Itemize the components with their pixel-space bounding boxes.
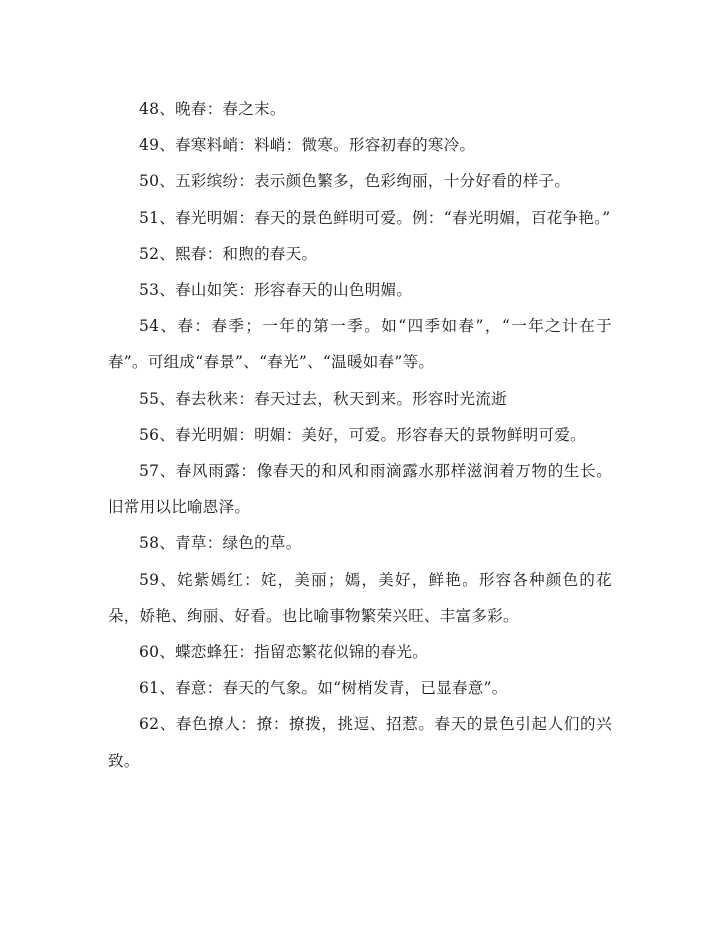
- entry-58: 58、青草：绿色的草。: [139, 534, 302, 553]
- entry-51: 51、春光明媚：春天的景色鲜明可爱。例：“春光明媚，百花争艳。”: [139, 208, 611, 227]
- entry-56: 56、春光明媚：明媚：美好，可爱。形容春天的景物鲜明可爱。: [139, 425, 586, 444]
- document-body: [108, 91, 612, 779]
- entry-49: 49、春寒料峭：料峭：微寒。形容初春的寒冷。: [139, 136, 476, 155]
- entry-57: 57、春风雨露：像春天的和风和雨滴露水那样滋润着万物的生长。旧常用以比喻恩泽。: [108, 462, 612, 517]
- entry-61: 61、春意：春天的气象。如“树梢发青，已显春意”。: [139, 679, 508, 698]
- entry-62: 62、春色撩人：撩：撩拨，挑逗、招惹。春天的景色引起人们的兴致。: [108, 715, 612, 770]
- entry-59: 59、姹紫嫣红：姹，美丽；嫣，美好，鲜艳。形容各种颜色的花朵，娇艳、绚丽、好看。也比喻事物繁荣兴旺、丰富多彩。: [108, 570, 612, 625]
- entry-60: 60、蝶恋蜂狂：指留恋繁花似锦的春光。: [139, 643, 428, 662]
- entry-48: 48、晚春：春之末。: [139, 100, 286, 118]
- entry-54: 54、春：春季；一年的第一季。如“四季如春”，“一年之计在于春”。可组成“春景”、“春光”、“温暖如春”等。: [108, 317, 612, 372]
- entry-50: 50、五彩缤纷：表示颜色繁多，色彩绚丽，十分好看的样子。: [139, 172, 571, 191]
- entry-53: 53、春山如笑：形容春天的山色明媚。: [139, 281, 413, 300]
- entry-55: 55、春去秋来：春天过去，秋天到来。形容时光流逝: [139, 389, 507, 408]
- entry-52: 52、熙春：和煦的春天。: [139, 244, 318, 263]
